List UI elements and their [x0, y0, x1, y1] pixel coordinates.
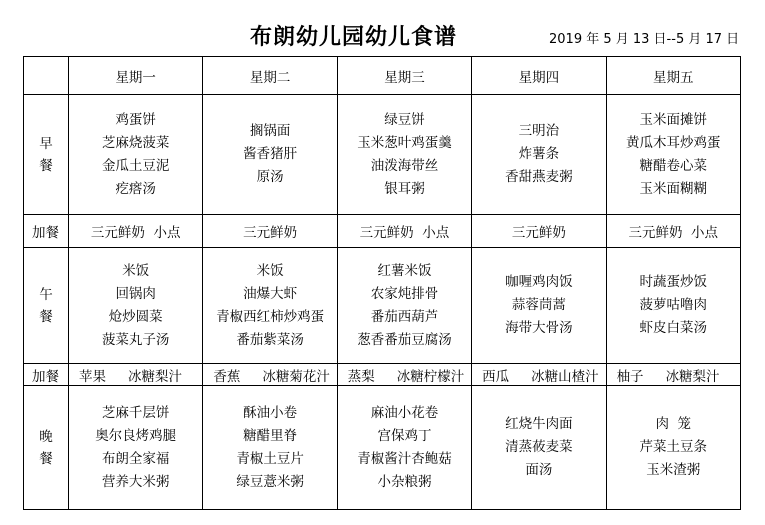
breakfast-row — [24, 95, 741, 215]
dish-item: 营养大米粥 — [101, 473, 170, 490]
snack2-cell — [337, 364, 471, 386]
snack2-fruit: 西瓜 — [482, 368, 510, 385]
dinner-label: 晚 餐 — [24, 386, 69, 510]
lunch-cell — [337, 248, 471, 364]
dish-item: 酥油小卷 — [243, 404, 298, 421]
snack1-cell: 三元鲜奶 小点 — [606, 215, 740, 248]
dish-item: 蒜蓉茼蒿 — [511, 297, 566, 313]
dish-item: 红烧牛肉面 — [505, 416, 573, 432]
dish-item: 金瓜土豆泥 — [101, 157, 170, 174]
page-title: 布朗幼儿园幼儿食谱 — [250, 25, 458, 50]
snack2-fruit: 蒸梨 — [347, 368, 375, 385]
snack2-drink: 冰糖梨汁 — [128, 368, 182, 385]
dish-item: 番茄西葫芦 — [370, 308, 439, 325]
dish-item: 青椒西红柿炒鸡蛋 — [216, 308, 325, 325]
snack1-row — [24, 215, 741, 248]
dish-item: 炝炒圆菜 — [108, 308, 163, 325]
breakfast-cell — [472, 95, 606, 215]
dish-item: 炸薯条 — [518, 146, 560, 162]
dish-item: 农家炖排骨 — [370, 285, 439, 302]
dish-item: 糖醋里脊 — [243, 427, 298, 444]
dish-item: 糖醋卷心菜 — [639, 157, 707, 174]
dinner-cell — [472, 386, 606, 510]
dish-item: 银耳粥 — [384, 180, 425, 197]
dish-item: 酱香猪肝 — [243, 146, 298, 162]
snack2-cell — [606, 364, 740, 386]
lunch-row — [24, 248, 741, 364]
dish-item: 三明治 — [518, 123, 560, 139]
day-header-tue: 星期二 — [203, 57, 337, 95]
dish-item: 青椒土豆片 — [236, 450, 304, 467]
snack2-fruit: 苹果 — [79, 368, 106, 385]
dish-item: 油爆大虾 — [243, 285, 298, 302]
dish-item: 番茄紫菜汤 — [236, 331, 304, 348]
snack2-cell — [203, 364, 337, 386]
breakfast-cell — [203, 95, 337, 215]
dish-item: 鸡蛋饼 — [115, 111, 156, 128]
lunch-cell — [472, 248, 606, 364]
snack2-fruit: 香蕉 — [213, 368, 241, 385]
lunch-cell — [203, 248, 337, 364]
dish-item: 玉米面摊饼 — [639, 111, 707, 128]
dish-item: 葱香番茄豆腐汤 — [357, 331, 452, 348]
snack2-label: 加餐 — [24, 364, 69, 386]
breakfast-cell — [69, 95, 203, 215]
dish-item: 芝麻烧菠菜 — [101, 134, 170, 151]
dish-item: 小杂粮粥 — [377, 473, 432, 490]
dish-item: 肉 笼 — [655, 416, 692, 432]
snack2-row — [24, 364, 741, 386]
dinner-row — [24, 386, 741, 510]
snack2-cell — [69, 364, 203, 386]
lunch-cell — [606, 248, 740, 364]
snack1-cell: 三元鲜奶 小点 — [337, 215, 471, 248]
day-header-thu: 星期四 — [472, 57, 606, 95]
day-header-mon: 星期一 — [69, 57, 203, 95]
snack2-drink: 冰糖柠檬汁 — [396, 368, 465, 385]
lunch-cell — [69, 248, 203, 364]
dish-item: 回锅肉 — [115, 285, 156, 302]
dish-item: 香甜燕麦粥 — [505, 169, 573, 185]
dish-item: 麻油小花卷 — [370, 404, 439, 421]
dish-item: 玉米葱叶鸡蛋羹 — [357, 134, 452, 151]
day-header-fri: 星期五 — [606, 57, 740, 95]
dish-item: 油泼海带丝 — [370, 157, 439, 174]
dish-item: 宫保鸡丁 — [377, 427, 432, 444]
dish-item: 咖喱鸡肉饭 — [505, 274, 573, 290]
snack2-cell — [472, 364, 606, 386]
dish-item: 菠菜丸子汤 — [101, 331, 170, 348]
dish-item: 玉米渣粥 — [646, 462, 701, 478]
date-range: 2019 年 5 月 13 日--5 月 17 日 — [549, 32, 740, 47]
snack1-cell: 三元鲜奶 — [472, 215, 606, 248]
dinner-cell — [606, 386, 740, 510]
dish-item: 菠萝咕噜肉 — [639, 297, 707, 313]
dish-item: 红薯米饭 — [377, 262, 432, 279]
dish-item: 海带大骨汤 — [505, 320, 573, 336]
snack2-fruit: 柚子 — [616, 368, 644, 385]
snack2-drink: 冰糖梨汁 — [665, 368, 720, 385]
dinner-cell — [69, 386, 203, 510]
snack1-label: 加餐 — [24, 215, 69, 248]
dinner-cell — [337, 386, 471, 510]
dish-item: 虾皮白菜汤 — [639, 320, 707, 336]
snack2-drink: 冰糖山楂汁 — [531, 368, 599, 385]
breakfast-cell — [337, 95, 471, 215]
breakfast-label: 早 餐 — [24, 95, 69, 215]
dish-item: 面汤 — [525, 462, 553, 478]
dinner-cell — [203, 386, 337, 510]
dish-item: 芝麻千层饼 — [101, 404, 170, 421]
dish-item: 奥尔良烤鸡腿 — [95, 427, 177, 444]
dish-item: 芹菜土豆条 — [639, 439, 707, 455]
menu-table — [23, 56, 741, 510]
snack1-cell: 三元鲜奶 小点 — [69, 215, 203, 248]
lunch-label: 午 餐 — [24, 248, 69, 364]
dish-item: 青椒酱汁杏鲍菇 — [357, 450, 452, 467]
day-header-wed: 星期三 — [337, 57, 471, 95]
dish-item: 时蔬蛋炒饭 — [639, 274, 707, 290]
dish-item: 绿豆薏米粥 — [236, 473, 304, 490]
dish-item: 玉米面糊糊 — [639, 180, 707, 197]
header-row — [24, 57, 741, 95]
dish-item: 疙瘩汤 — [115, 180, 156, 197]
breakfast-cell — [606, 95, 740, 215]
dish-item: 清蒸莜麦菜 — [505, 439, 573, 455]
corner-cell — [24, 57, 69, 95]
dish-item: 布朗全家福 — [101, 450, 170, 467]
dish-item: 米饭 — [256, 262, 284, 279]
dish-item: 黄瓜木耳炒鸡蛋 — [626, 134, 721, 151]
dish-item: 搁锅面 — [249, 123, 291, 139]
snack1-cell: 三元鲜奶 — [203, 215, 337, 248]
dish-item: 原汤 — [256, 169, 284, 185]
dish-item: 绿豆饼 — [384, 111, 425, 128]
dish-item: 米饭 — [122, 262, 150, 279]
snack2-drink: 冰糖菊花汁 — [262, 368, 330, 385]
